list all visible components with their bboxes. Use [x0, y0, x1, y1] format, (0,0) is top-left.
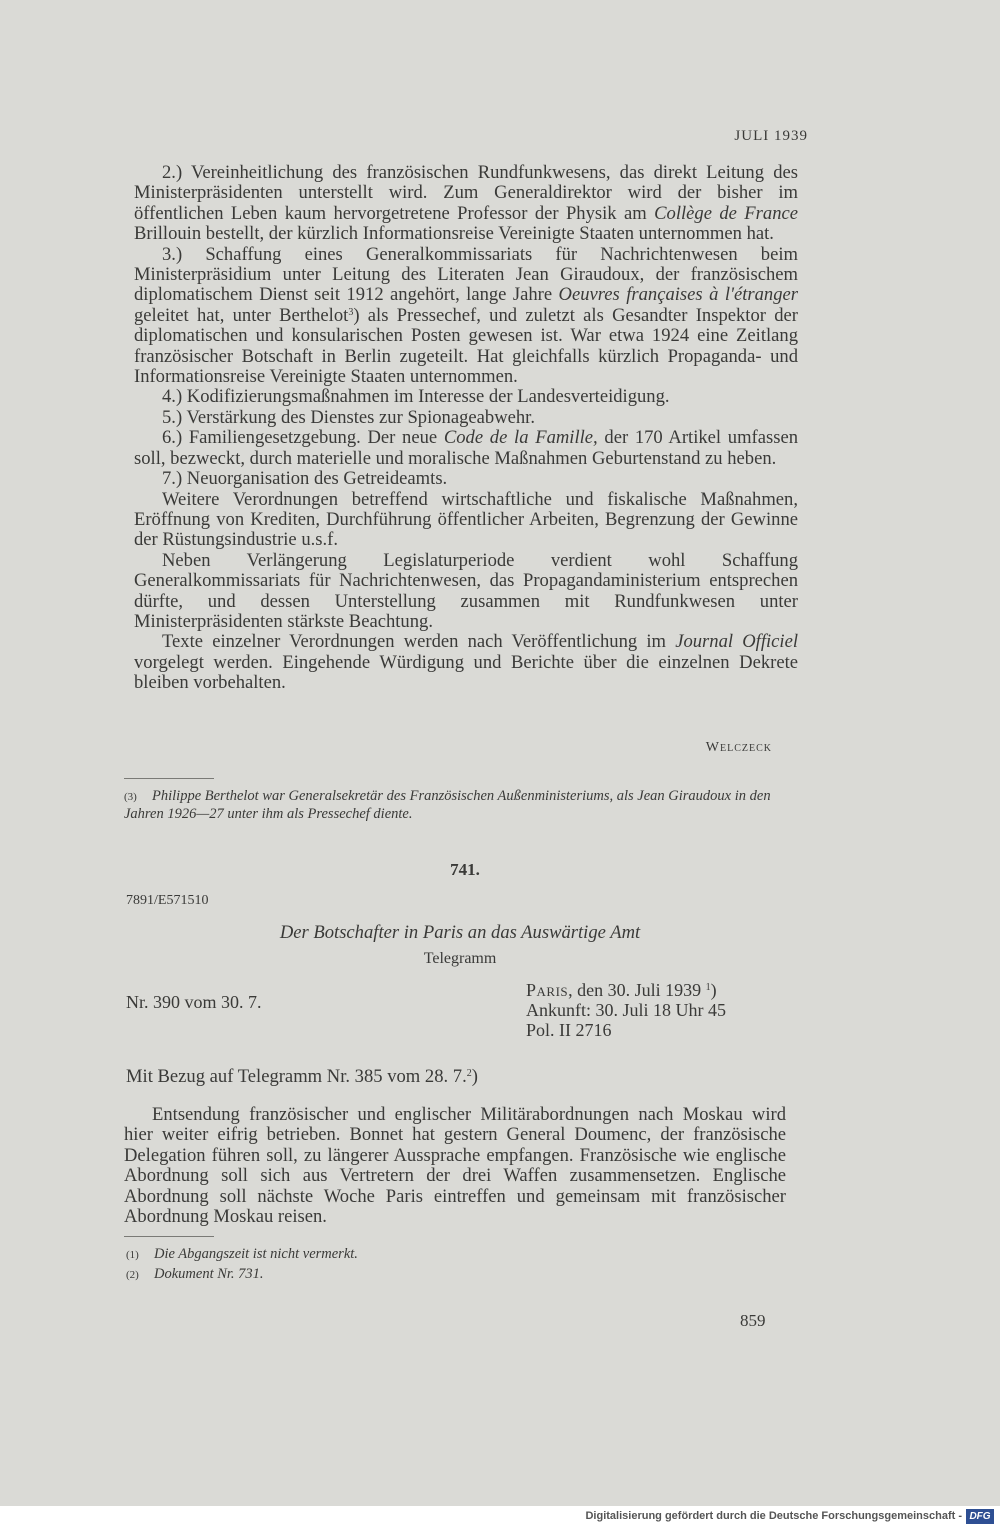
page-number: 859 — [740, 1311, 766, 1330]
date-line: Paris, den 30. Juli 1939 $^1$) — [526, 980, 717, 1000]
footnote-3: (3) Philippe Berthelot war Generalsekretär des Französischen Außenministeriums, als Jean Giraudoux in den Jahren 1926—27 unter ihm als Pressechef diente. — [124, 788, 771, 822]
footer-bar — [0, 1506, 1000, 1528]
document-heading: Der Botschafter in Paris an das Auswärtige Amt — [279, 922, 641, 943]
paragraph-further: Weitere Verordnungen betreffend wirtschaftliche und fiskalische Maßnahmen, Eröffnung von Krediten, Durchführung öffentlicher Arbeiten, Begrenzung der Gewinne der Rüstungsindustrie u.s.f. — [134, 488, 798, 551]
document-subheading: Telegramm — [423, 950, 497, 967]
footer-credit: Digitalisierung gefördert durch die Deutsche Forschungsgemeinschaft - — [585, 1510, 962, 1522]
paragraph-7: 7.) Neuorganisation des Getreideamts. — [162, 468, 448, 490]
pol-line: Pol. II 2716 — [526, 1020, 612, 1040]
file-number: 7891/E571510 — [126, 893, 209, 908]
reference-line: Mit Bezug auf Telegramm Nr. 385 vom 28. 7.$^2$) — [126, 1066, 478, 1087]
paragraph-5: 5.) Verstärkung des Dienstes zur Spionageabwehr. — [162, 406, 535, 428]
paragraph-4: 4.) Kodifizierungsmaßnahmen im Interesse der Landesverteidigung. — [162, 386, 670, 408]
footnote-2: (2) Dokument Nr. 731. — [126, 1266, 264, 1282]
footnote-ref-3: 3 — [348, 306, 354, 318]
footnote-rule-bottom — [124, 1236, 214, 1237]
paragraph-3: 3.) Schaffung eines Generalkommissariats für Nachrichtenwesen beim Ministerpräsidium unter Leitung des Literaten Jean Giraudoux, der französischem diplomatischem Dienst seit 1912 angehört, lange Jahre Oeuvres françaises à l'étranger geleitet hat, unter Berthelot$^3$) als Pressechef, und zuletzt als Gesandter Inspektor der diplomatischen und konsularischen Posten gewesen ist. War etwa 1924 eine Zeitlang französischer Botschaft in Berlin zugeteilt. Hat gleichfalls kürzlich Propaganda- und Informationsreise Vereinigte Staaten unternommen. — [134, 243, 798, 388]
footnote-rule — [124, 778, 214, 779]
paragraph-2: 2.) Vereinheitlichung des französischen Rundfunkwesens, das direkt Leitung des Ministerpräsidenten unterstellt wird. Zum Generaldirektor wird der bisher im öffentlichen Leben kaum hervorgetretene Professor der Physik am Collège de France Brillouin bestellt, der kürzlich Informationsreise Vereinigte Staaten unternommen hat. — [134, 162, 799, 245]
top-text-block — [134, 163, 798, 694]
arrival-line: Ankunft: 30. Juli 18 Uhr 45 — [526, 1000, 726, 1020]
signature: Welczeck — [705, 740, 772, 755]
paragraph-6: 6.) Familiengesetzgebung. Der neue Code de la Famille, der 170 Artikel umfassen soll, bezweckt, durch materielle und moralische Maßnahmen Geburtenstand zu heben. — [134, 427, 798, 469]
telegram-number: Nr. 390 vom 30. 7. — [126, 992, 262, 1012]
running-head: JULI 1939 — [734, 128, 808, 144]
document-number: 741. — [450, 860, 480, 879]
date-block — [526, 980, 796, 1040]
telegram-body: Entsendung französischer und englischer Militärabordnungen nach Moskau wird hier weiter eifrig betrieben. Bonnet hat gestern General Doumenc, der französische Delegation führen soll, zu längerer Aussprache empfangen. Französische wie englische Abordnung soll sich aus Vertretern der drei Waffen zusammensetzen. Englische Abordnung soll nächste Woche Paris eintreffen und gemeinsam mit französischer Abordnung Moskau reisen. — [124, 1104, 786, 1228]
footnote-1: (1) Die Abgangszeit ist nicht vermerkt. — [126, 1246, 358, 1262]
paragraph-texts: Texte einzelner Verordnungen werden nach Veröffentlichung im Journal Officiel vorgelegt werden. Eingehende Würdigung und Berichte über die einzelnen Dekrete bleiben vorbehalten. — [134, 631, 798, 694]
paragraph-extension: Neben Verlängerung Legislaturperiode verdient wohl Schaffung Generalkommissariats für Nachrichtenwesen, das Propagandaministerium entsprechen dürfte, und dessen Unterstellung zusammen mit Rundfunkwesen unter Ministerpräsidenten stärkste Beachtung. — [134, 549, 798, 632]
dfg-logo-icon: DFG — [966, 1509, 994, 1524]
